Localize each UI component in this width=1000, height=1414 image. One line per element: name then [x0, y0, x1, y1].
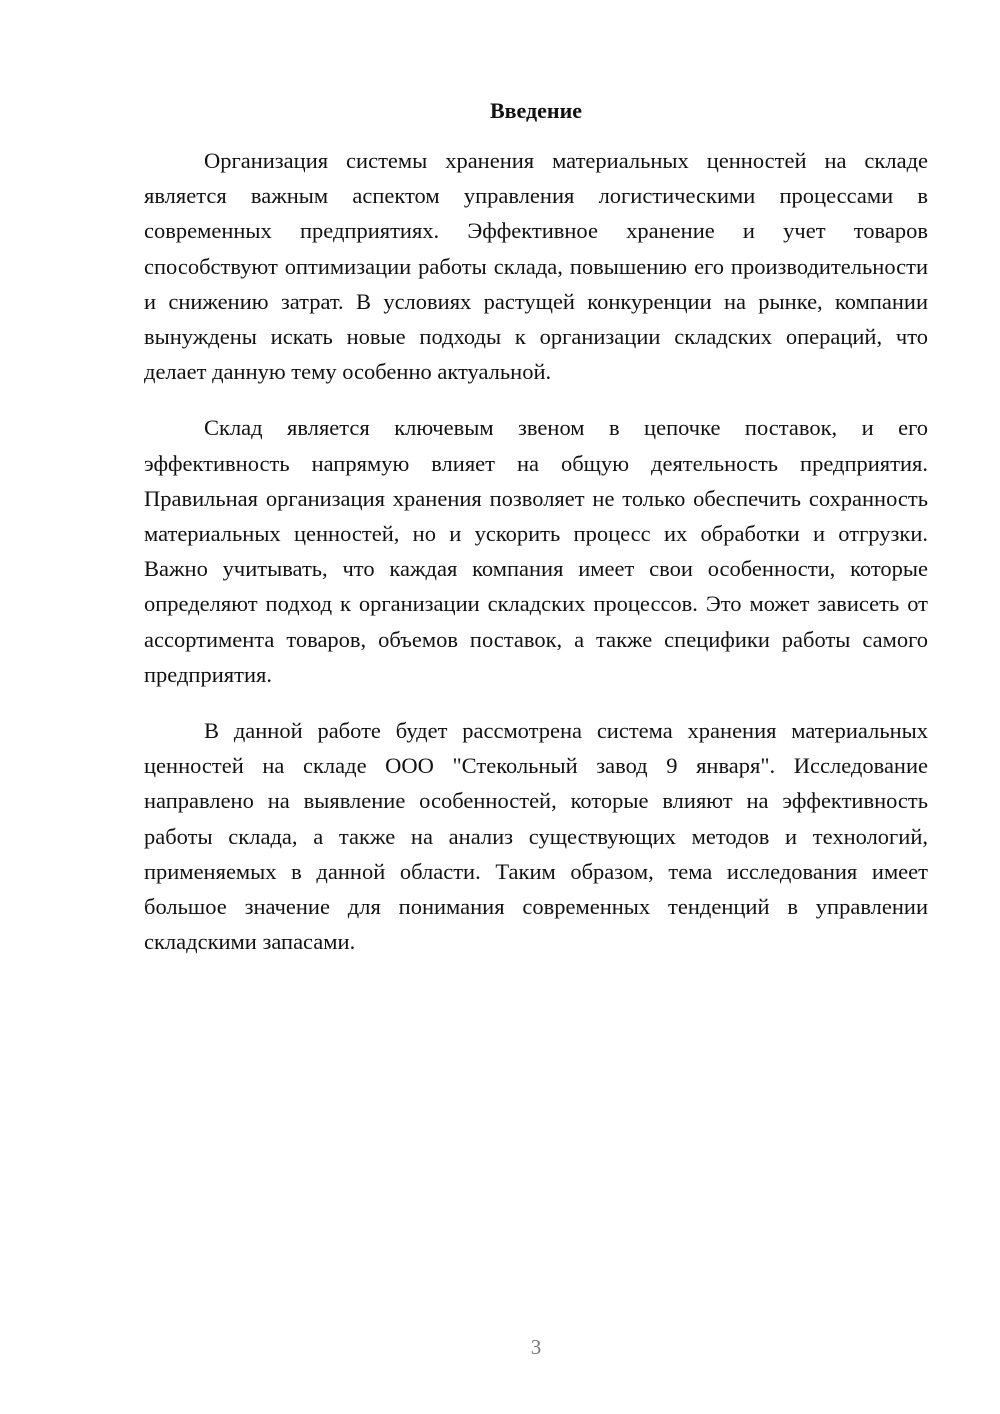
- body-text: [144, 143, 928, 959]
- paragraph-1: Организация системы хранения материальных ценностей на складе является важным аспектом управления логистическими процессами в современных предприятиях. Эффективное хранение и учет товаров способствуют оптимизации работы склада, повышению его производительности и снижению затрат. В условиях растущей конкуренции на рынке, компании вынуждены искать новые подходы к организации складских операций, что делает данную тему особенно актуальной.: [144, 148, 928, 385]
- section-heading: Введение: [489, 98, 583, 123]
- page-number: 3: [530, 1335, 542, 1359]
- paragraph-3: В данной работе будет рассмотрена система хранения материальных ценностей на складе ООО "Стекольный завод 9 января". Исследование направлено на выявление особенностей, которые влияют на эффективность работы склада, а также на анализ существующих методов и технологий, применяемых в данной области. Таким образом, тема исследования имеет большое значение для понимания современных тенденций в управлении складскими запасами.: [144, 718, 928, 955]
- paragraph-2: Склад является ключевым звеном в цепочке поставок, и его эффективность напрямую влияет на общую деятельность предприятия. Правильная организация хранения позволяет не только обеспечить сохранность материальных ценностей, но и ускорить процесс их обработки и отгрузки. Важно учитывать, что каждая компания имеет свои особенности, которые определяют подход к организации складских процессов. Это может зависеть от ассортимента товаров, объемов поставок, а также специфики работы самого предприятия.: [144, 415, 928, 687]
